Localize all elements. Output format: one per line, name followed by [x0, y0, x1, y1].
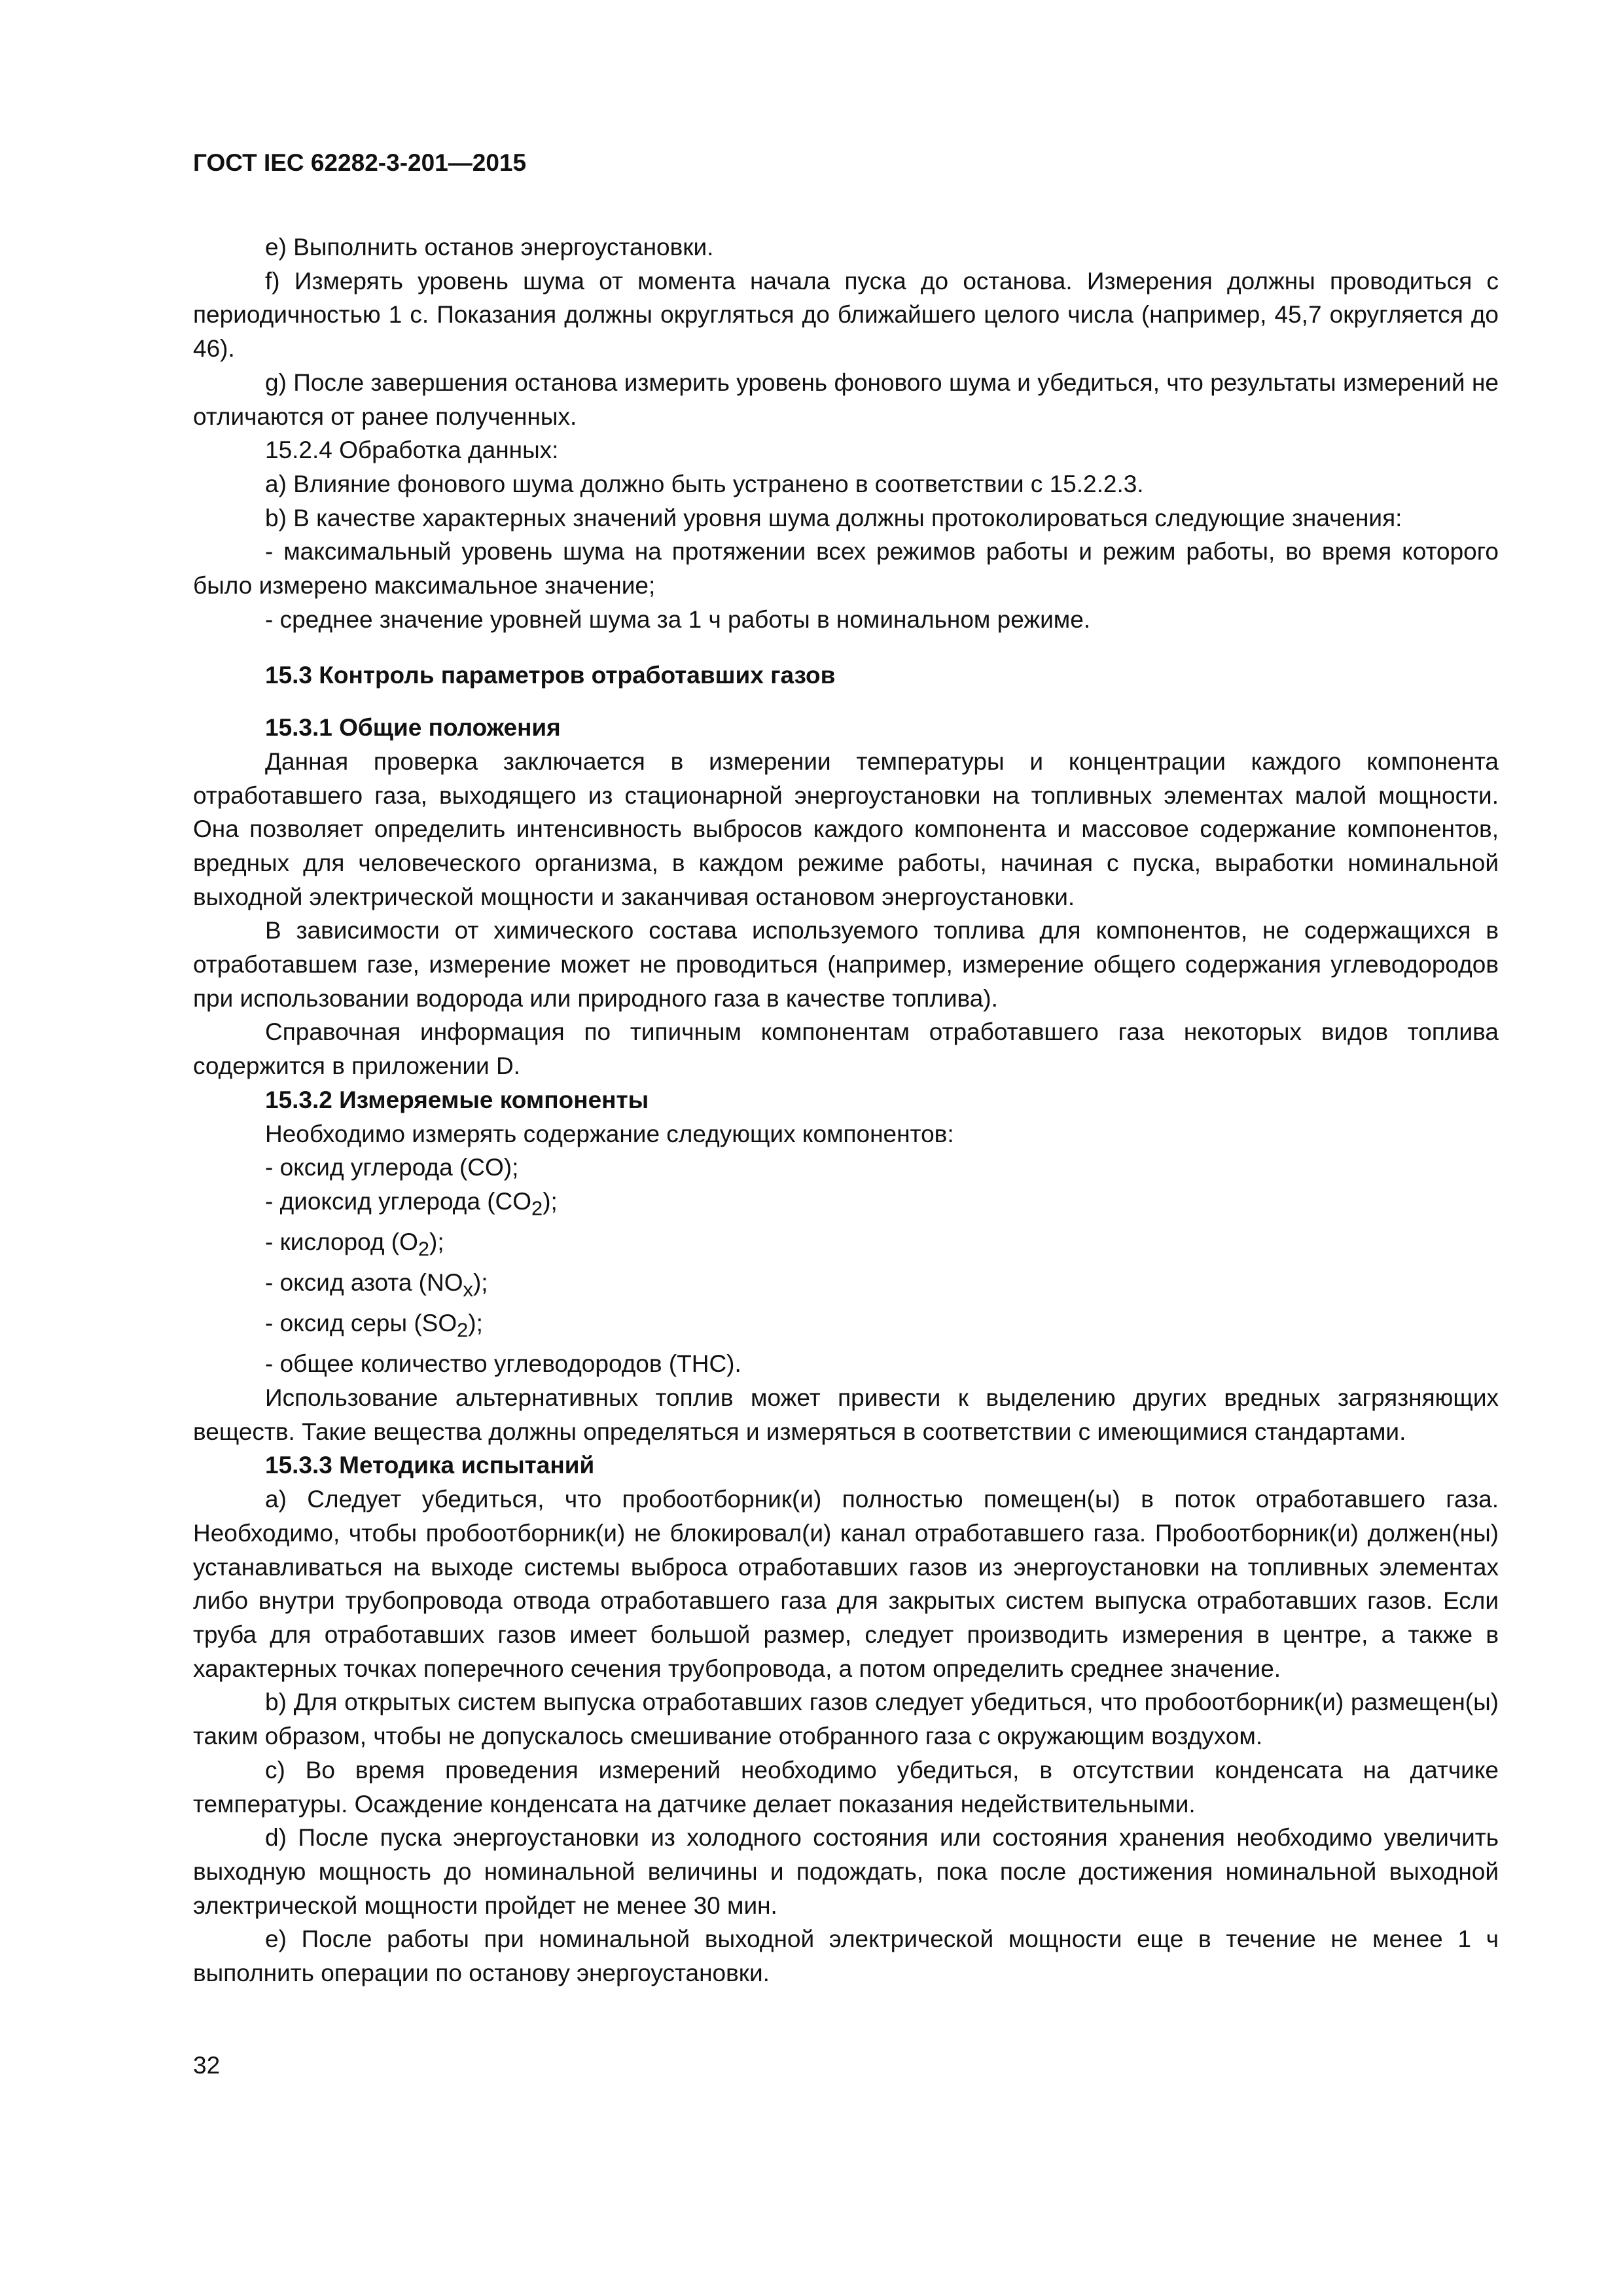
subsection-heading: 15.3.2 Измеряемые компоненты [265, 1086, 649, 1113]
list-item-text: - оксид серы (SO [265, 1310, 457, 1337]
paragraph: 15.2.4 Обработка данных: [265, 437, 559, 464]
list-item [193, 1225, 1499, 1266]
paragraph: b) Для открытых систем выпуска отработавших газов следует убедиться, что пробоотборник(и) размещен(ы) таким образом, чтобы не допускалось смешивание отобранного газа с окружающим воздухом. [193, 1689, 1499, 1750]
paragraph: e) Выполнить останов энергоустановки. [265, 234, 714, 260]
subsection-heading: 15.3.3 Методика испытаний [265, 1452, 595, 1479]
paragraph: b) В качестве характерных значений уровня шума должны протоколироваться следующие значения: [265, 504, 1402, 531]
paragraph: Необходимо измерять содержание следующих компонентов: [265, 1120, 954, 1147]
list-item-text: - оксид азота (NO [265, 1269, 463, 1297]
section-heading: 15.3 Контроль параметров отработавших газов [265, 662, 836, 689]
subscript: 2 [418, 1237, 430, 1261]
list-item: - среднее значение уровней шума за 1 ч работы в номинальном режиме. [265, 605, 1091, 633]
document-page [193, 149, 1499, 1990]
paragraph: Использование альтернативных топлив может привести к выделению других вредных загрязняющих веществ. Такие вещества должны определяться и измеряться в соответствии с имеющимися стандартами. [193, 1384, 1499, 1445]
list-item [193, 1306, 1499, 1347]
list-item-text: - кислород (O [265, 1229, 418, 1256]
subscript: 2 [531, 1196, 543, 1220]
list-item [193, 1185, 1499, 1225]
list-item: - оксид углерода (CO); [265, 1154, 519, 1181]
paragraph: c) Во время проведения измерений необходимо убедиться, в отсутствии конденсата на датчике температуры. Осаждение конденсата на датчике делает показания недействительными. [193, 1756, 1499, 1818]
paragraph: g) После завершения останова измерить уровень фонового шума и убедиться, что результаты измерений не отличаются от ранее полученных. [193, 368, 1499, 430]
list-item-text: ); [473, 1269, 488, 1297]
paragraph: a) Влияние фонового шума должно быть устранено в соответствии с 15.2.2.3. [265, 470, 1144, 497]
list-item-text: ); [468, 1310, 483, 1337]
paragraph: Данная проверка заключается в измерении температуры и концентрации каждого компонента отработавшего газа, выходящего из стационарной энергоустановки на топливных элементах малой мощности. Она позволяет определить интенсивность выбросов каждого компонента и массовое содержание компонентов, вредных для человеческого организма, в каждом режиме работы, начиная с пуска, выработки номинальной выходной электрической мощности и заканчивая остановом энергоустановки. [193, 747, 1499, 910]
paragraph: d) После пуска энергоустановки из холодного состояния или состояния хранения необходимо увеличить выходную мощность до номинальной величины и подождать, пока после достижения номинальной выходной электрической мощности пройдет не менее 30 мин. [193, 1824, 1499, 1919]
list-item-text: ); [543, 1187, 558, 1215]
subscript: 2 [457, 1318, 469, 1342]
list-item-text: - диоксид углерода (CO [265, 1187, 532, 1215]
paragraph: f) Измерять уровень шума от момента начала пуска до останова. Измерения должны проводиться с периодичностью 1 с. Показания должны округляться до ближайшего целого числа (например, 45,7 округляется до 46). [193, 267, 1499, 363]
paragraph: Справочная информация по типичным компонентам отработавшего газа некоторых видов топлива содержится в приложении D. [193, 1018, 1499, 1080]
document-header: ГОСТ IEC 62282-3-201—2015 [193, 149, 527, 176]
list-item: - общее количество углеводородов (THC). [265, 1350, 741, 1378]
paragraph: e) После работы при номинальной выходной электрической мощности еще в течение не менее 1 ч выполнить операции по останову энергоустановки. [193, 1926, 1499, 1987]
subscript: x [463, 1278, 473, 1301]
paragraph: a) Следует убедиться, что пробоотборник(и) полностью помещен(ы) в поток отработавшего газа. Необходимо, чтобы пробоотборник(и) не блокировал(и) канал отработавшего газа. Пробоотборник(и) должен(ны) устанавливаться на выходе системы выброса отработавших газов из энергоустановки на топливных элементах либо внутри трубопровода отвода отработавшего газа для закрытых систем выпуска отработавших газов. Если труба для отработавших газов имеет большой размер, следует производить измерения в центре, а также в характерных точках поперечного сечения трубопровода, а потом определить среднее значение. [193, 1486, 1499, 1682]
page-number: 32 [193, 2052, 221, 2079]
list-item-text: ); [429, 1229, 444, 1256]
list-item [193, 1266, 1499, 1306]
subsection-heading: 15.3.1 Общие положения [265, 714, 561, 742]
paragraph: В зависимости от химического состава используемого топлива для компонентов, не содержащихся в отработавшем газе, измерение может не проводиться (например, измерение общего содержания углеводородов при использовании водорода или природного газа в качестве топлива). [193, 917, 1499, 1012]
list-item: - максимальный уровень шума на протяжении всех режимов работы и режим работы, во время которого было измерено максимальное значение; [193, 538, 1499, 600]
